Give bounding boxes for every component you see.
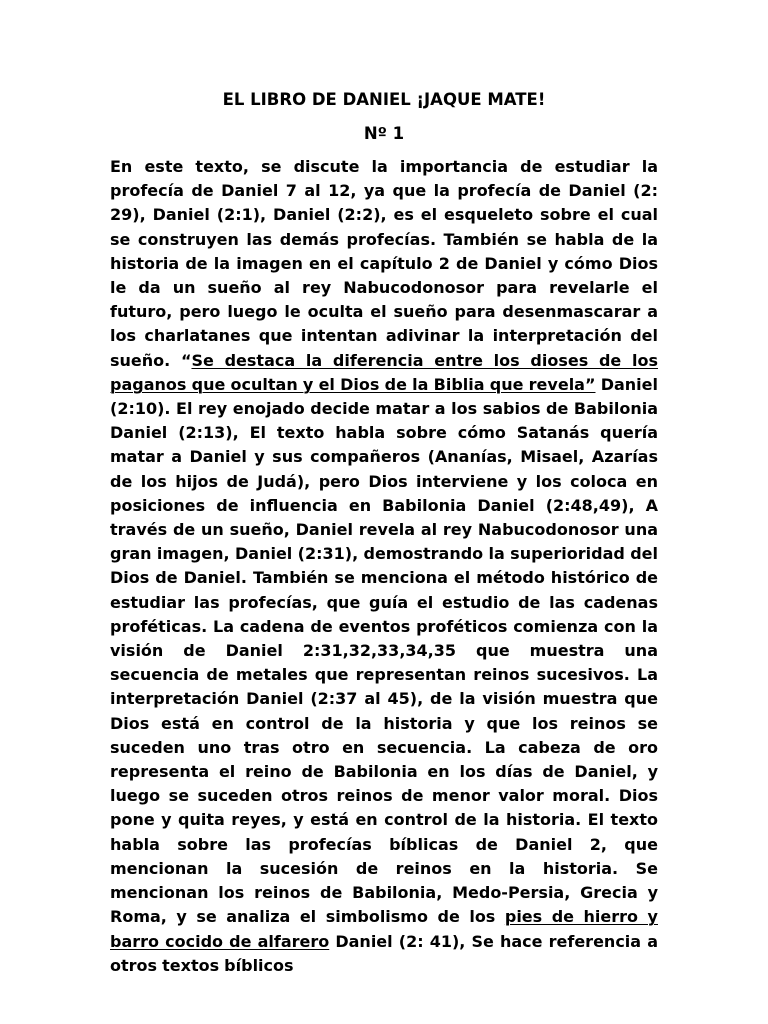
underlined-quote: Se destaca la diferencia entre los dioses de los paganos que ocultan y el Dios de la Biblia que revela” (110, 350, 659, 394)
document-title: EL LIBRO DE DANIEL ¡JAQUE MATE! (222, 90, 546, 109)
paragraph-text: En este texto, se discute la importancia de estudiar la profecía de Daniel 7 al 12, ya que la profecía de Daniel (2: 29), Daniel (2:1), Daniel (2:2), es el esqueleto sobre el cual se construyen las demás profecías. También se habla de la historia de la imagen en el capítulo 2 de Daniel y cómo Dios le da un sueño al rey Nabucodonosor para revelarle el futuro, pero luego le oculta el sueño para desenmascarar a los charlatanes que intentan adivinar la interpretación del sueño. “ (110, 157, 658, 370)
document-number: Nº 1 (363, 124, 405, 143)
underlined-phrase: pies de hierro y barro cocido de alfarero (110, 907, 658, 951)
paragraph-text: Daniel (2:10). El rey enojado decide matar a los sabios de Babilonia Daniel (2:13), El texto habla sobre cómo Satanás quería matar a Daniel y sus compañeros (Ananías, Misael, Azarías de los hijos de Judá), pero Dios interviene y los coloca en posiciones de influencia en Babilonia Daniel (2:48,49), A través de un sueño, Daniel revela al rey Nabucodonosor una gran imagen, Daniel (2:31), demostrando la superioridad del Dios de Daniel. También se menciona el método histórico de estudiar las profecías, que guía el estudio de las cadenas proféticas. La cadena de eventos proféticos comienza con la visión de Daniel 2:31,32,33,34,35 que muestra una secuencia de metales que representan reinos sucesivos. La interpretación Daniel (2:37 al 45), de la visión muestra que Dios está en control de la historia y que los reinos se suceden uno tras otro en secuencia. La cabeza de oro representa el reino de Babilonia en los días de Daniel, y luego se suceden otros reinos de menor valor moral. Dios pone y quita reyes, y está en control de la historia. El texto habla sobre las profecías bíblicas de Daniel 2, que mencionan la sucesión de reinos en la historia. Se mencionan los reinos de Babilonia, Medo-Persia, Grecia y Roma, y se analiza el simbolismo de los (110, 374, 659, 927)
body-paragraph (110, 155, 658, 978)
paragraph-text: Daniel (2: 41), Se hace referencia a otros textos bíblicos (110, 931, 658, 975)
